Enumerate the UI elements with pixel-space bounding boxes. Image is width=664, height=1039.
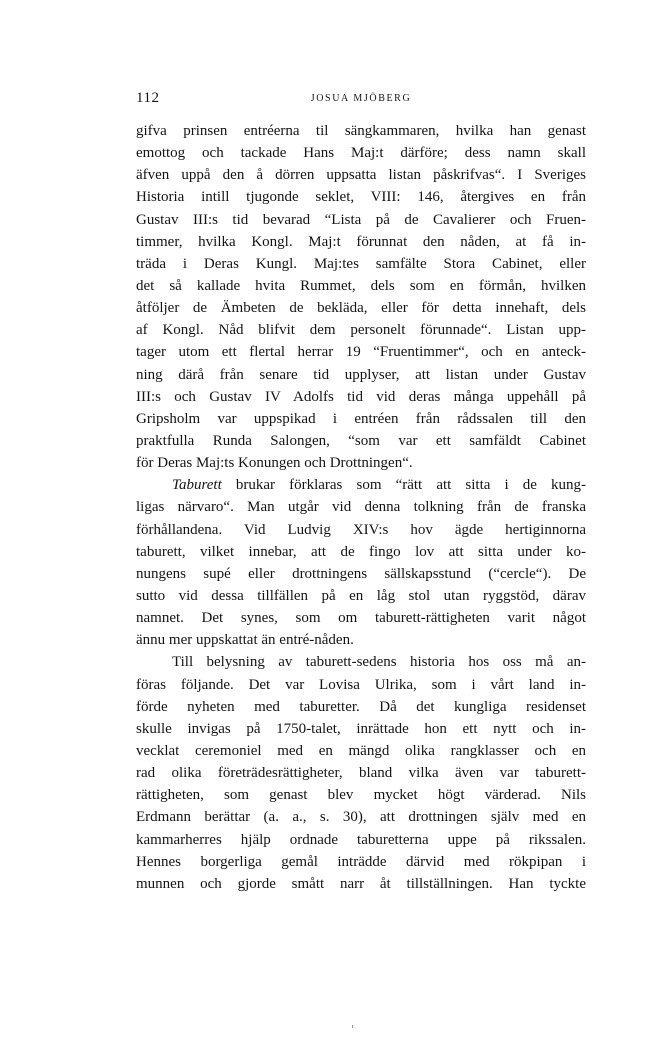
text-line: munnen och gjorde smått narr åt tillställningen. Han tyckte	[136, 875, 586, 892]
paper-speck	[352, 1025, 353, 1028]
text-line: det så kallade hvita Rummet, dels som en förmån, hvilken	[136, 277, 586, 294]
running-head: JOSUA MJÖBERG	[310, 93, 412, 104]
text-line-remainder: brukar förklaras som “rätt att sitta i de kung-	[235, 477, 586, 494]
text-line: praktfulla Runda Salongen, “som var ett samfäldt Cabinet	[136, 432, 586, 449]
text-line: äfven uppå den å dörren uppsatta listan påskrifvas“. I Sveriges	[136, 167, 586, 184]
italic-term: Taburett	[172, 477, 222, 494]
text-line: Historia intill tjugonde seklet, VIII: 146, återgives en från	[136, 189, 586, 206]
text-line: tager utom ett flertal herrar 19 “Fruentimmer“, och en anteck-	[136, 344, 586, 361]
text-line: Gripsholm var uppspikad i entréen från rådssalen till den	[136, 410, 586, 427]
text-line: gifva prinsen entréerna til sängkammaren, hvilka han genast	[136, 123, 586, 139]
paragraph-start	[136, 474, 586, 496]
text-line: Hennes borgerliga gemål inträdde därvid med rökpipan i	[136, 853, 586, 870]
text-line: emottog och tackade Hans Maj:t därföre; dess namn skall	[136, 145, 586, 162]
text-line: III:s och Gustav IV Adolfs tid vid deras många uppehåll på	[136, 388, 586, 405]
text-line: Gustav III:s tid bevarad “Lista på de Cavalierer och Fruen-	[136, 211, 586, 228]
text-line: nungens supé eller drottningens sällskapsstund (“cercle“). De	[136, 565, 586, 582]
text-line: träda i Deras Kungl. Maj:tes samfälte Stora Cabinet, eller	[136, 255, 586, 272]
page-header	[136, 90, 586, 110]
text-line: kammarherres hjälp ordnade taburetterna uppe på rikssalen.	[136, 831, 586, 848]
text-line: för Deras Maj:ts Konungen och Drottningen“.	[136, 455, 413, 472]
text-line: taburett, vilket innebar, att de fingo lov att sitta under ko-	[136, 543, 586, 560]
paragraph-start: Till belysning av taburett-sedens historia hos oss må an-	[172, 654, 586, 671]
text-line: namnet. Det synes, som om taburett-rättigheten varit något	[136, 610, 586, 627]
text-line: ligas närvaro“. Man utgår vid denna tolkning från de franska	[136, 499, 586, 516]
text-line: timmer, hvilka Kongl. Maj:t förunnat den nåden, at få in-	[136, 233, 586, 250]
text-line: föras följande. Det var Lovisa Ulrika, som i vårt land in-	[136, 676, 586, 693]
text-line: Erdmann berättar (a. a., s. 30), att drottningen själv med en	[136, 809, 586, 826]
page-number: 112	[136, 90, 160, 106]
text-line: rättigheten, som genast blev mycket högt värderad. Nils	[136, 787, 586, 804]
text-line: vecklat ceremoniel med en mängd olika rangklasser och en	[136, 742, 586, 759]
text-line: förde nyheten med taburetter. Då det kungliga residenset	[136, 698, 586, 715]
text-line: af Kongl. Nåd blifvit dem personelt förunnade“. Listan upp-	[136, 322, 586, 339]
text-line: åtföljer de Ämbeten de bekläda, eller för detta innehaft, dels	[136, 300, 586, 317]
text-line: skulle invigas på 1750-talet, inrättade hon ett nytt och in-	[136, 720, 586, 737]
text-line: förhållandena. Vid Ludvig XIV:s hov ägde hertiginnorna	[136, 521, 586, 538]
text-line: rad olika företrädesrättigheter, bland vilka även var taburett-	[136, 765, 586, 782]
text-line: ning därå från senare tid upplyser, att listan under Gustav	[136, 366, 586, 383]
body-text	[136, 120, 586, 895]
text-line: sutto vid dessa tillfällen på en låg stol utan ryggstöd, därav	[136, 587, 586, 604]
text-line: ännu mer uppskattat än entré-nåden.	[136, 632, 354, 649]
